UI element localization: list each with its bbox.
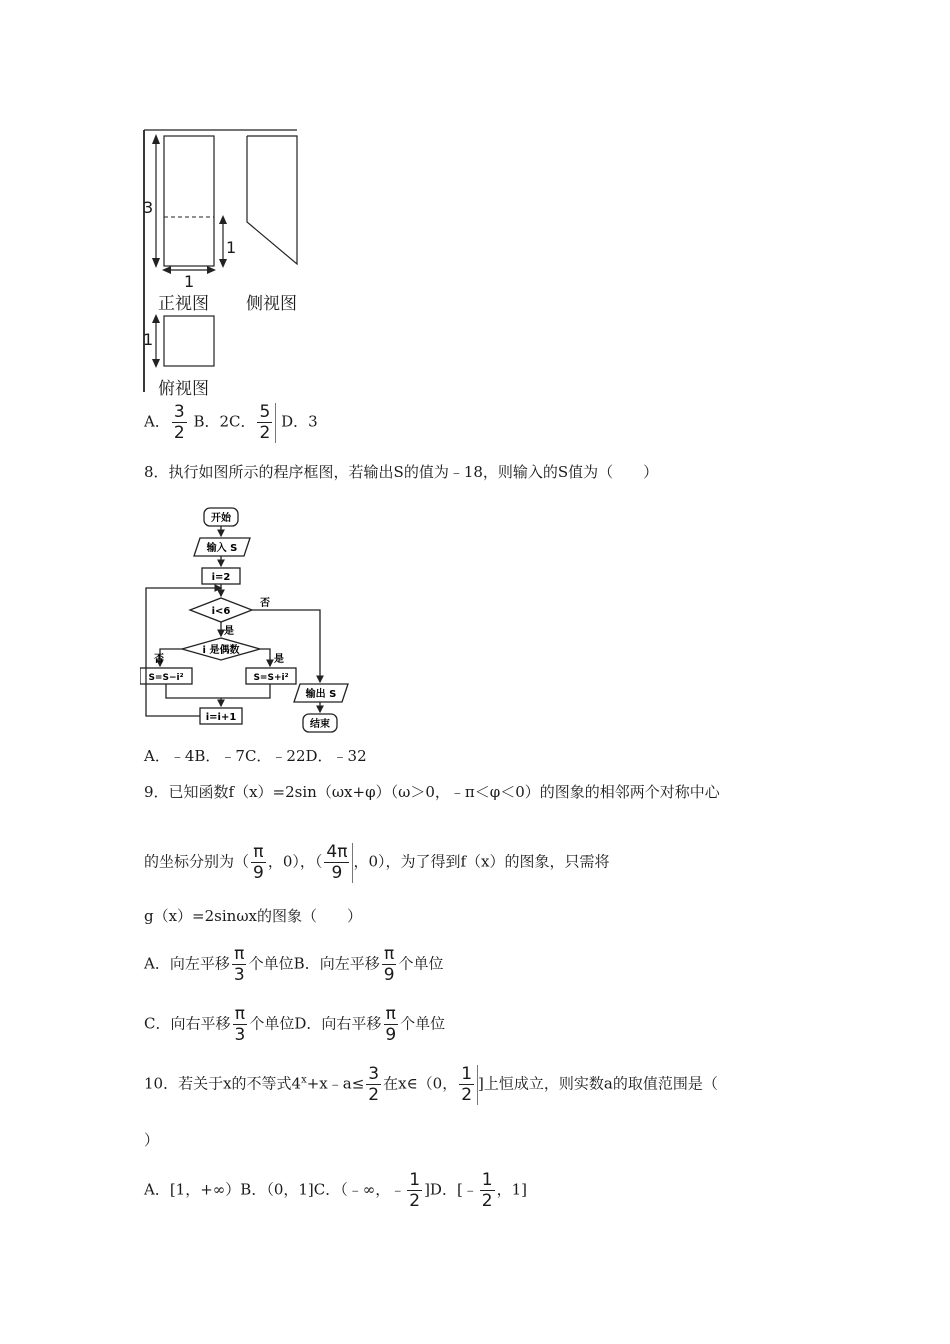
q9-line2: 的坐标分别为（ $\frac{\pi}{9}$ ，0），（ $\frac{4\pi}{9}$ ，0），为了得到f（x）的图象，只需将 [144, 842, 610, 883]
dim-label-1-bottom: 1 [184, 272, 195, 291]
flowchart-drawing [140, 502, 370, 742]
fc-output: 输出 S [305, 689, 337, 700]
dim-label-1-left: 1 [143, 330, 154, 349]
q9-fraction-2: $\frac{4\pi}{9}$ [326, 842, 348, 883]
fc-init: i=2 [211, 572, 231, 583]
front-view-label: 正视图 [158, 294, 209, 314]
fc-no1: 否 [260, 598, 270, 609]
fc-no2: 否 [154, 654, 164, 665]
fc-input: 输入 S [206, 543, 238, 554]
q10-options: A．[1，+∞）B．（0，1]C．（﹣∞，﹣ $\frac{1}{2}$ ]D．[﹣ $\frac{1}{2}$ ，1] [144, 1170, 528, 1211]
three-view-drawing [140, 126, 310, 392]
q10-stem: 10．若关于x的不等式$4^x+x﹣a\le$ $\frac{3}{2}$ 在x∈（0， $\frac{1}{2}$ ]上恒成立，则实数a的取值范围是（ [144, 1064, 718, 1105]
fc-end: 结束 [310, 719, 330, 730]
q9-line3: g（x）=2sinωx的图象（ ） [144, 907, 363, 925]
top-view-rect [164, 316, 214, 366]
fc-inc: i=i+1 [205, 712, 237, 723]
q9-fraction-optC: $\frac{\pi}{3}$ [234, 1004, 246, 1045]
q7-fraction-a: $\frac{3}{2}$ [173, 402, 185, 443]
fc-cond2: i 是偶数 [202, 645, 240, 656]
fc-cond1: i<6 [211, 606, 231, 617]
dim-label-1-right: 1 [226, 238, 237, 257]
q7-options: A． $\frac{3}{2}$ B．2C． $\frac{5}{2}$ D．3 [144, 402, 318, 443]
top-view-label: 俯视图 [158, 379, 209, 399]
side-view-shape [247, 136, 297, 264]
q10-line2: ） [144, 1131, 160, 1149]
q8-options: A．﹣4B．﹣7C．﹣22D．﹣32 [144, 747, 367, 765]
fc-yes1: 是 [224, 626, 234, 637]
flowchart [140, 502, 370, 742]
q9-stem: 9．已知函数f（x）=2sin（ωx+φ）（ω＞0，﹣π＜φ＜0）的图象的相邻两个对称中心 [144, 783, 720, 801]
q9-fraction-optB: $\frac{\pi}{9}$ [383, 944, 395, 985]
q9-fraction-optD: $\frac{\pi}{9}$ [385, 1004, 397, 1045]
q9-fraction-1: $\frac{\pi}{9}$ [253, 842, 264, 883]
fc-left-op: S=S−i² [148, 673, 184, 683]
fc-start: 开始 [211, 513, 231, 524]
front-view-rect [164, 136, 214, 266]
q10-fraction-2: $\frac{1}{2}$ [461, 1064, 473, 1105]
three-view-figure [140, 126, 310, 399]
fc-right-op: S=S+i² [253, 673, 289, 683]
q9-options-cd: C．向右平移 $\frac{\pi}{3}$ 个单位D．向右平移 $\frac{\pi}{9}$ 个单位 [144, 1004, 446, 1045]
q7-fraction-c: $\frac{5}{2}$ [259, 402, 271, 443]
q9-options-ab: A．向左平移 $\frac{\pi}{3}$ 个单位B．向左平移 $\frac{\pi}{9}$ 个单位 [144, 944, 444, 985]
q10-fraction-1: $\frac{3}{2}$ [368, 1064, 380, 1105]
dim-label-3: 3 [143, 198, 154, 217]
q10-fraction-optC: $\frac{1}{2}$ [409, 1170, 421, 1211]
q8-stem: 8．执行如图所示的程序框图，若输出S的值为﹣18，则输入的S值为（ ） [144, 463, 659, 481]
q10-fraction-optD: $\frac{1}{2}$ [481, 1170, 493, 1211]
q9-fraction-optA: $\frac{\pi}{3}$ [233, 944, 245, 985]
fc-yes2: 是 [274, 654, 284, 665]
side-view-label: 侧视图 [246, 294, 297, 314]
